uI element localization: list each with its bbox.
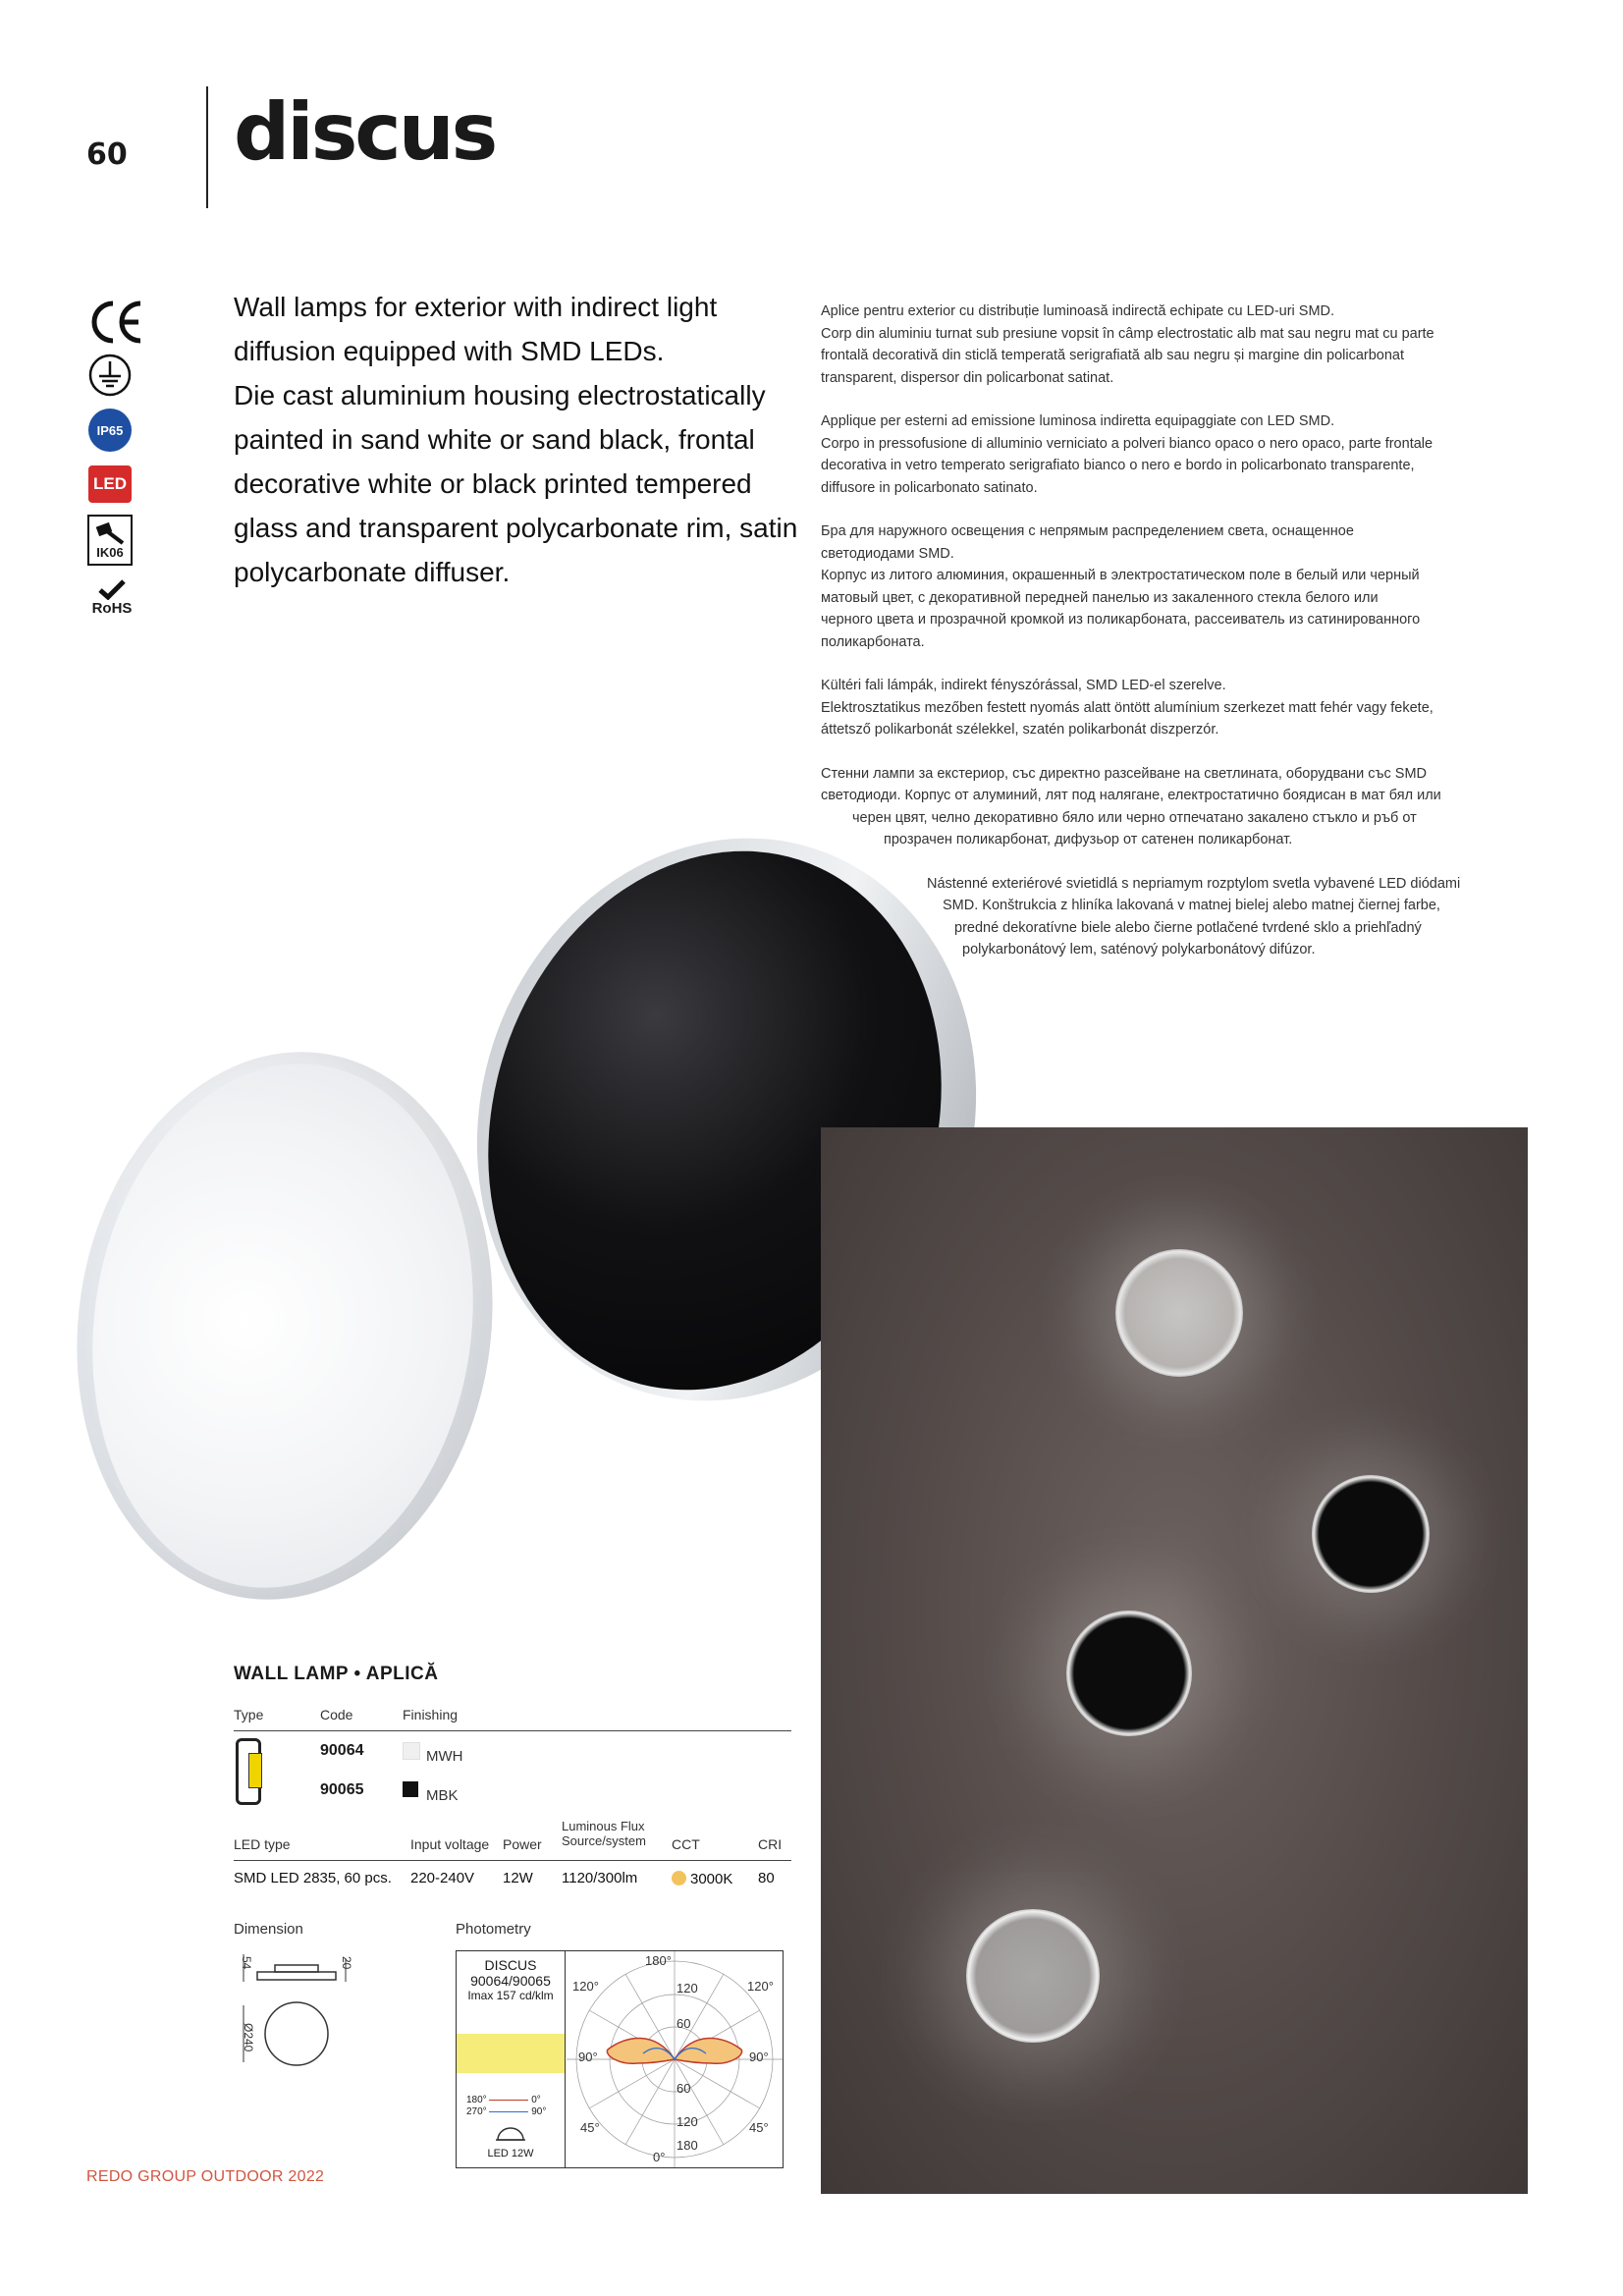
photometry-label: Photometry bbox=[456, 1921, 531, 1938]
power-value: 12W bbox=[503, 1870, 533, 1886]
ce-mark-icon bbox=[86, 297, 145, 348]
hammer-icon bbox=[93, 521, 127, 545]
angle-bottom: 0° bbox=[653, 2150, 666, 2164]
lamp-label: LED 12W bbox=[487, 2148, 534, 2159]
finishing-header: Finishing bbox=[403, 1707, 459, 1722]
translation-bulgarian: Стенни лампи за екстериор, със директно разсейване на светлината, оборудвани със SMD светодиоди. Корпус от алуминий, лят под налягане, електростатично боядисан в мат бял или черен цвят, челно декоративно бяло или черно отпечатано закалено стъкло и ръб от прозрачен поликарбонат, дифузьор от сатенен поликарбонат. bbox=[821, 765, 1441, 847]
led-type-header: LED type bbox=[234, 1836, 291, 1852]
angle-right-bot: 45° bbox=[749, 2120, 769, 2135]
photometry-info bbox=[457, 1951, 566, 2167]
power-header: Power bbox=[503, 1836, 542, 1852]
ring-60-top: 60 bbox=[676, 2016, 691, 2031]
footer-brand: REDO GROUP OUTDOOR 2022 bbox=[86, 2168, 325, 2185]
dim-depth: 20 bbox=[340, 1956, 353, 1970]
lamp-black-right bbox=[1312, 1475, 1430, 1593]
translation-romanian: Aplice pentru exterior cu distribuție luminoasă indirectă echipate cu LED-uri SMD. Corp din aluminiu turnat sub presiune vopsit în câmp electrostatic alb mat sau negru mat cu parte frontală decorativă din sticlă temperată serigrafiată alb sau negru și margine din policarbonat transparent, dispersor din policarbonat satinat. bbox=[821, 303, 1434, 386]
checkmark-icon bbox=[97, 578, 127, 600]
angle-right-mid: 90° bbox=[749, 2050, 769, 2064]
finish-mbk: MBK bbox=[426, 1787, 459, 1804]
installation-photo bbox=[821, 1127, 1528, 2194]
ip65-badge: IP65 bbox=[88, 409, 132, 452]
code-header: Code bbox=[320, 1707, 353, 1722]
ring-180: 180 bbox=[676, 2138, 698, 2153]
cct-value: 3000K bbox=[690, 1871, 733, 1887]
dimension-label: Dimension bbox=[234, 1921, 303, 1938]
angle-top: 180° bbox=[645, 1953, 672, 1968]
rohs-label: RoHS bbox=[91, 599, 133, 617]
legend-row-2: 270° 90° bbox=[466, 2106, 547, 2117]
photometry-imax: Imax 157 cd/klm bbox=[467, 1989, 554, 2002]
photometry-codes: 90064/90065 bbox=[470, 1973, 551, 1989]
lamp-white-bottom bbox=[966, 1909, 1100, 2043]
divider bbox=[234, 1860, 791, 1861]
finish-mwh: MWH bbox=[426, 1748, 463, 1765]
angle-left-bot: 45° bbox=[580, 2120, 600, 2135]
angle-left-mid: 90° bbox=[578, 2050, 598, 2064]
translations bbox=[821, 301, 1518, 983]
cct-header: CCT bbox=[672, 1836, 700, 1852]
translation-russian: Бра для наружного освещения с непрямым распределением света, оснащенное светодиодами SMD. Корпус из литого алюминия, окрашенный в электростатическом поле в белый или черный матовый цвет, с декоративной передней панелью из закаленного стекла белого или черного цвета и прозрачной кромкой из поликарбоната, рассеиватель из сатинированного поликарбоната. bbox=[821, 523, 1421, 650]
earth-ground-icon bbox=[86, 352, 134, 399]
description-line: painted in sand white or sand black, frontal bbox=[234, 424, 755, 455]
title-divider bbox=[206, 86, 208, 208]
lamp-black-middle bbox=[1066, 1611, 1192, 1736]
section-title: WALL LAMP • APLICĂ bbox=[234, 1664, 439, 1684]
dim-height: 54 bbox=[240, 1956, 253, 1970]
angle-right-top: 120° bbox=[747, 1979, 774, 1994]
beam-indicator bbox=[457, 2034, 565, 2073]
flux-value: 1120/300lm bbox=[562, 1870, 638, 1886]
translation-hungarian: Kültéri fali lámpák, indirekt fényszórással, SMD LED-el szerelve. Elektrosztatikus mezőben festett nyomás alatt öntött alumínium szerkezet matt fehér vagy fekete, áttetsző polikarbonát szélekkel, szatén polikarbonát diszperzór. bbox=[821, 678, 1434, 738]
angle-left-top: 120° bbox=[572, 1979, 599, 1994]
code-90064: 90064 bbox=[320, 1742, 364, 1759]
cri-value: 80 bbox=[758, 1870, 775, 1886]
divider bbox=[234, 1730, 791, 1731]
dim-diameter: Ø240 bbox=[242, 2023, 255, 2052]
photometry-name: DISCUS bbox=[484, 1957, 537, 1973]
cct-color-dot bbox=[672, 1871, 686, 1886]
code-90065: 90065 bbox=[320, 1781, 364, 1798]
description-line: decorative white or black printed tempered bbox=[234, 468, 752, 499]
description-line: polycarbonate diffuser. bbox=[234, 557, 511, 587]
lamp-symbol-icon bbox=[494, 2126, 527, 2142]
ring-120-bottom: 120 bbox=[676, 2114, 698, 2129]
legend-row-1: 180° 0° bbox=[466, 2095, 541, 2105]
white-lamp-face bbox=[60, 1039, 507, 1613]
input-voltage-value: 220-240V bbox=[410, 1870, 475, 1886]
led-type-value: SMD LED 2835, 60 pcs. bbox=[234, 1870, 392, 1886]
description-line: glass and transparent polycarbonate rim, satin bbox=[234, 513, 798, 543]
photometry-chart bbox=[456, 1950, 784, 2168]
description-english bbox=[234, 285, 803, 594]
translation-slovak: Nástenné exteriérové svietidlá s nepriamym rozptylom svetla vybavené LED diódami SMD. Konštrukcia z hliníka lakovaná v matnej bielej alebo matnej čiernej farbe, predné dekoratívne biele alebo čierne potlačené tvrdené sklo a priehľadný polykarbonátový lem, saténový polykarbonátový difúzor. bbox=[927, 875, 1461, 957]
led-badge: LED bbox=[88, 465, 132, 503]
lamp-white-top bbox=[1115, 1249, 1243, 1377]
flux-header: Luminous Flux Source/system bbox=[562, 1819, 646, 1848]
description-line: diffusion equipped with SMD LEDs. bbox=[234, 336, 665, 366]
page-number: 60 bbox=[86, 137, 128, 172]
wall-lamp-type-icon bbox=[236, 1738, 261, 1805]
swatch-black bbox=[403, 1781, 418, 1797]
ik06-label: IK06 bbox=[96, 544, 124, 560]
rohs-badge bbox=[84, 575, 139, 619]
swatch-white bbox=[403, 1742, 420, 1760]
translation-italian: Applique per esterni ad emissione luminosa indiretta equipaggiate con LED SMD. Corpo in pressofusione di alluminio verniciato a polveri bianco opaco o nero opaco, parte frontale decorativa in vetro temperato serigrafiato bianco o nero e bordo in policarbonato transparente, diffusore in policarbonato satinato. bbox=[821, 413, 1434, 496]
cri-header: CRI bbox=[758, 1836, 783, 1852]
ring-60-bottom: 60 bbox=[676, 2081, 691, 2096]
input-voltage-header: Input voltage bbox=[410, 1836, 490, 1852]
ik06-badge bbox=[87, 515, 133, 566]
page-title: discus bbox=[234, 86, 496, 178]
description-line: Wall lamps for exterior with indirect light bbox=[234, 292, 718, 322]
type-header: Type bbox=[234, 1707, 264, 1722]
ring-120-top: 120 bbox=[676, 1981, 698, 1995]
description-line: Die cast aluminium housing electrostatically bbox=[234, 380, 766, 410]
